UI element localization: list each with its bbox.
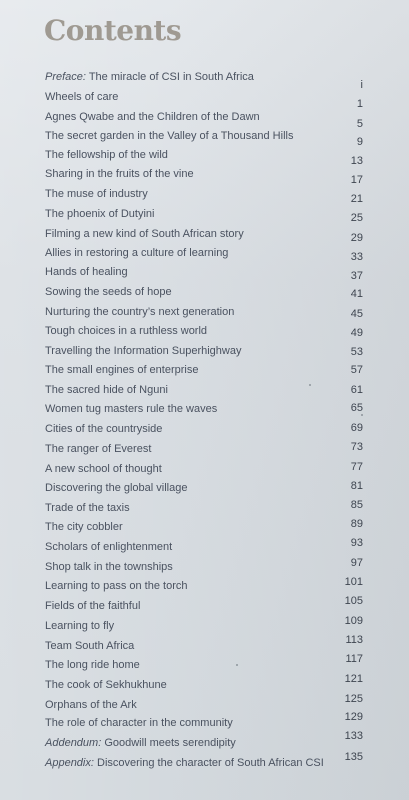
toc-row [0, 422, 409, 440]
toc-entry-title: The fellowship of the wild [45, 149, 168, 161]
toc-entry-page: 113 [345, 634, 363, 646]
toc-entry-page: 129 [344, 711, 363, 723]
toc-entry-page: 69 [350, 422, 363, 434]
toc-entry-title: Wheels of care [45, 91, 119, 103]
toc-entry-title: The small engines of enterprise [45, 364, 199, 376]
toc-entry-text: The miracle of CSI in South Africa [85, 71, 254, 83]
toc-entry-page: 21 [350, 193, 363, 205]
toc-entry-page: 37 [350, 270, 363, 282]
toc-entry-title: Learning to pass on the torch [45, 580, 188, 592]
toc-row [0, 129, 409, 147]
toc-entry-title: Sowing the seeds of hope [45, 286, 172, 298]
toc-row [0, 402, 409, 420]
toc-entry-title: Scholars of enlightenment [45, 541, 173, 553]
toc-entry-title: Filming a new kind of South African story [45, 228, 244, 240]
toc-entry-title [45, 70, 254, 84]
toc-entry-page: 57 [350, 364, 363, 376]
toc-entry-page: 13 [350, 155, 363, 167]
toc-entry-page: 105 [344, 595, 363, 607]
toc-entry-title: The city cobbler [45, 521, 123, 533]
toc-entry-page: 73 [350, 441, 363, 453]
toc-entry-title: The cook of Sekhukhune [45, 679, 167, 691]
toc-entry-title: The role of character in the community [45, 717, 233, 729]
toc-entry-title: Shop talk in the townships [45, 561, 173, 573]
toc-entry-title: Team South Africa [45, 640, 135, 652]
toc-entry-page: 5 [356, 118, 363, 130]
toc-entry-prefix: Preface: [45, 71, 86, 83]
toc-entry-page: 1 [356, 98, 363, 110]
toc-entry-page: i [360, 79, 363, 91]
toc-entry-prefix: Addendum: [45, 737, 102, 749]
toc-entry-title: Discovering the global village [45, 482, 188, 494]
toc-entry-page: 61 [350, 384, 363, 396]
paper-speck [236, 664, 238, 666]
toc-entry-page: 25 [350, 212, 363, 224]
toc-entry-page: 133 [344, 730, 363, 742]
toc-row [0, 70, 409, 91]
toc-entry-page: 65 [350, 402, 363, 414]
paper-speck [309, 384, 311, 386]
toc-row [0, 110, 409, 128]
toc-row [0, 227, 409, 245]
toc-entry-title: Nurturing the country’s next generation [45, 306, 235, 318]
toc-entry-title: A new school of thought [45, 463, 162, 475]
toc-row [0, 363, 409, 381]
toc-entry-title [45, 736, 236, 750]
toc-entry-page: 109 [344, 615, 363, 627]
toc-entry-page: 135 [344, 751, 363, 763]
toc-entry-page: 45 [350, 308, 363, 320]
toc-entry-title: Fields of the faithful [45, 600, 141, 612]
toc-entry-page: 121 [344, 673, 363, 685]
toc-row [0, 265, 409, 283]
toc-entry-page: 9 [356, 136, 363, 148]
toc-entry-page: 97 [350, 557, 363, 569]
toc-entry-page: 93 [350, 537, 363, 549]
toc-entry-title: Tough choices in a ruthless world [45, 325, 208, 337]
toc-entry-title: The sacred hide of Nguni [45, 384, 168, 396]
toc-entry-title: Women tug masters rule the waves [45, 403, 218, 415]
toc-entry-page: 101 [344, 576, 363, 588]
toc-entry-page: 49 [350, 327, 363, 339]
toc-entry-title: The secret garden in the Valley of a Thousand Hills [45, 130, 294, 142]
toc-row [0, 285, 409, 303]
toc-entry-title: Learning to fly [45, 620, 115, 632]
toc-row [0, 481, 409, 499]
toc-row [0, 187, 409, 205]
toc-row [0, 207, 409, 225]
toc-entry-title: The phoenix of Dutyini [45, 208, 155, 220]
toc-row [0, 751, 409, 774]
toc-entry-text: Discovering the character of South African CSI [93, 757, 324, 769]
toc-row [0, 442, 409, 460]
toc-row [0, 383, 409, 401]
toc-row [0, 148, 409, 166]
toc-entry-page: 41 [350, 288, 363, 300]
toc-entry-page: 77 [350, 461, 363, 473]
toc-entry-page: 85 [350, 499, 363, 511]
toc-entry-title: Allies in restoring a culture of learning [45, 247, 229, 259]
toc-entry-title: The muse of industry [45, 188, 148, 200]
toc-entry-page: 125 [344, 693, 363, 705]
toc-entry-page: 29 [350, 232, 363, 244]
page-title: Contents [44, 14, 182, 47]
toc-entry-title: The long ride home [45, 659, 140, 671]
toc-entry-title: Orphans of the Ark [45, 699, 137, 711]
toc-entry-title: Trade of the taxis [45, 502, 130, 514]
toc-entry-title: Cities of the countryside [45, 423, 163, 435]
paper-speck [361, 414, 363, 416]
toc-entry-title: Sharing in the fruits of the vine [45, 168, 194, 180]
toc-row [0, 324, 409, 342]
toc-row [0, 246, 409, 264]
toc-entry-text: Goodwill meets serendipity [101, 737, 236, 749]
toc-row [0, 305, 409, 323]
toc-entry-page: 53 [350, 346, 363, 358]
toc-entry-page: 17 [350, 174, 363, 186]
toc-entry-title [45, 756, 324, 770]
toc-entry-page: 89 [350, 518, 363, 530]
toc-entry-title: Hands of healing [45, 266, 128, 278]
toc-row [0, 462, 409, 480]
toc-entry-title: Agnes Qwabe and the Children of the Dawn [45, 111, 260, 123]
toc-row [0, 167, 409, 185]
toc-row [0, 344, 409, 362]
toc-row [0, 90, 409, 108]
toc-entry-page: 81 [350, 480, 363, 492]
toc-entry-prefix: Appendix: [45, 757, 94, 769]
toc-entry-title: The ranger of Everest [45, 443, 152, 455]
toc-entry-page: 33 [350, 251, 363, 263]
toc-entry-page: 117 [345, 653, 363, 665]
toc-entry-title: Travelling the Information Superhighway [45, 345, 242, 357]
